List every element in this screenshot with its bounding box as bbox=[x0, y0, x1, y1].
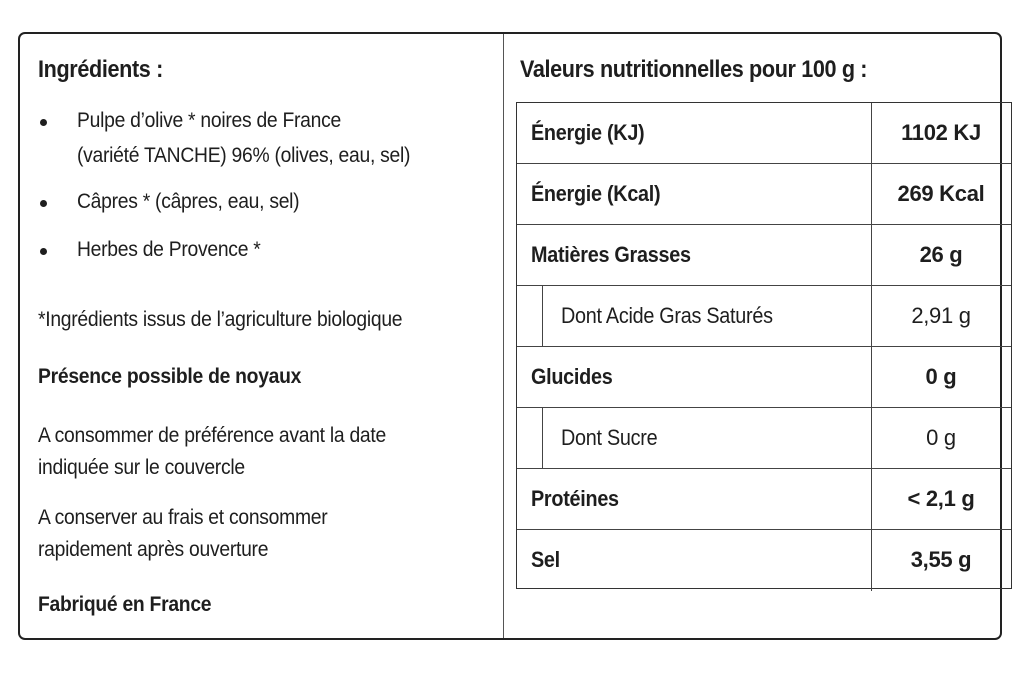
ingredient-item-olive-line1: Pulpe d’olive * noires de France bbox=[77, 109, 341, 132]
pits-warning: Présence possible de noyaux bbox=[38, 365, 302, 388]
nutrition-panel bbox=[504, 34, 1000, 638]
bullet-icon bbox=[40, 248, 47, 255]
nutrition-heading: Valeurs nutritionnelles pour 100 g : bbox=[520, 56, 868, 83]
table-row bbox=[517, 103, 1011, 164]
bullet-icon bbox=[40, 119, 47, 126]
storage-line1: A conserver au frais et consommer bbox=[38, 506, 328, 529]
nutrient-value: 26 g bbox=[919, 242, 963, 267]
table-row bbox=[517, 347, 1011, 408]
organic-note: *Ingrédients issus de l’agriculture biologique bbox=[38, 308, 403, 331]
table-row bbox=[517, 469, 1011, 530]
nutrient-name: Matières Grasses bbox=[531, 242, 691, 267]
ingredients-panel bbox=[20, 34, 503, 638]
nutrient-name: Protéines bbox=[531, 486, 619, 511]
ingredient-item-capres: Câpres * (câpres, eau, sel) bbox=[77, 190, 300, 213]
nutrient-value: < 2,1 g bbox=[907, 486, 975, 511]
nutrition-table bbox=[516, 102, 1012, 589]
nutrient-name: Dont Acide Gras Saturés bbox=[561, 303, 773, 328]
nutrient-value: 269 Kcal bbox=[897, 181, 985, 206]
storage-line2: rapidement après ouverture bbox=[38, 538, 269, 561]
best-before-line1: A consommer de préférence avant la date bbox=[38, 424, 386, 447]
nutrient-value: 2,91 g bbox=[911, 303, 971, 328]
ingredient-item-herbes: Herbes de Provence * bbox=[77, 238, 261, 261]
ingredients-heading: Ingrédients : bbox=[38, 56, 163, 83]
nutrient-name: Dont Sucre bbox=[561, 425, 658, 450]
table-row bbox=[517, 225, 1011, 286]
product-label bbox=[18, 32, 1002, 640]
table-row bbox=[517, 164, 1011, 225]
nutrient-value: 1102 KJ bbox=[901, 120, 981, 145]
nutrient-name: Sel bbox=[531, 547, 560, 572]
nutrient-value: 3,55 g bbox=[910, 547, 972, 572]
nutrient-name: Énergie (Kcal) bbox=[531, 181, 661, 206]
nutrient-value: 0 g bbox=[925, 364, 957, 389]
bullet-icon bbox=[40, 200, 47, 207]
table-row bbox=[517, 286, 1011, 347]
table-row bbox=[517, 530, 1011, 591]
nutrient-name: Glucides bbox=[531, 364, 613, 389]
best-before-line2: indiquée sur le couvercle bbox=[38, 456, 245, 479]
origin-label: Fabriqué en France bbox=[38, 593, 212, 616]
table-row bbox=[517, 408, 1011, 469]
nutrient-value: 0 g bbox=[926, 425, 956, 450]
nutrient-name: Énergie (KJ) bbox=[531, 120, 645, 145]
ingredient-item-olive-line2: (variété TANCHE) 96% (olives, eau, sel) bbox=[77, 144, 411, 167]
